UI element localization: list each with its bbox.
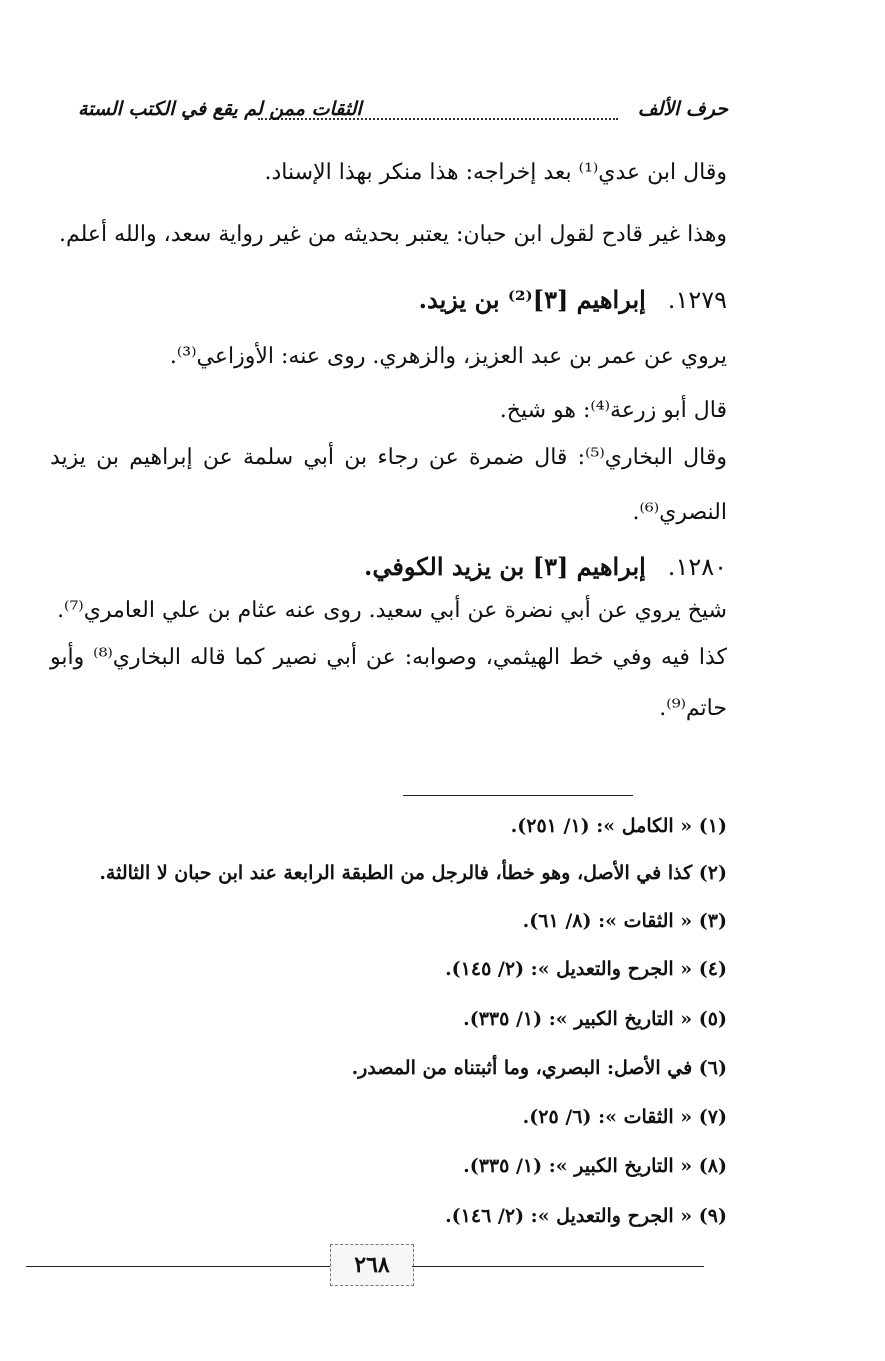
header-chapter-title: حرف الألف <box>637 98 728 120</box>
footer-rule-right <box>412 1266 704 1267</box>
entry-1280-number: ١٢٨٠. <box>667 553 727 581</box>
footnote-6: (٦) في الأصل: البصري، وما أثبتناه من المصدر. <box>351 1057 727 1079</box>
footnote-2: (٢) كذا في الأصل، وهو خطأ، فالرجل من الطبقة الرابعة عند ابن حبان لا الثالثة. <box>99 862 727 884</box>
entry-1280-line-3: حاتم⁽⁹⁾. <box>659 696 727 721</box>
entry-1279-line-2: قال أبو زرعة⁽⁴⁾: هو شيخ. <box>499 398 727 423</box>
page-number: ٢٦٨ <box>330 1244 414 1286</box>
entry-1279-line-4: النصري⁽⁶⁾. <box>632 500 727 525</box>
footnote-8: (٨) « التاريخ الكبير »: (١/ ٣٣٥). <box>463 1155 727 1177</box>
body-line-1: وقال ابن عدي⁽¹⁾ بعد إخراجه: هذا منكر بهذا الإسناد. <box>264 160 727 185</box>
footer-rule-left <box>26 1266 330 1267</box>
footnote-7: (٧) « الثقات »: (٦/ ٢٥). <box>522 1106 727 1128</box>
entry-1279-number: ١٢٧٩. <box>667 286 727 314</box>
entry-1280-line-1: شيخ يروي عن أبي نضرة عن أبي سعيد. روى عنه عثام بن علي العامري⁽⁷⁾. <box>57 598 727 623</box>
footnote-5: (٥) « التاريخ الكبير »: (١/ ٣٣٥). <box>463 1008 727 1030</box>
entry-1279-line-1: يروي عن عمر بن عبد العزيز، والزهري. روى عنه: الأوزاعي⁽³⁾. <box>169 344 727 369</box>
entry-1280-line-2: كذا فيه وفي خط الهيثمي، وصوابه: عن أبي نصير كما قاله البخاري⁽⁸⁾ وأبو <box>50 645 727 670</box>
footnote-1: (١) « الكامل »: (١/ ٢٥١). <box>510 815 727 837</box>
entry-1279-heading <box>419 285 727 314</box>
entry-1280-title: إبراهيم [٣] بن يزيد الكوفي. <box>364 552 646 581</box>
entry-1279-title: إبراهيم [٣]⁽²⁾ بن يزيد. <box>418 285 646 314</box>
footnote-4: (٤) « الجرح والتعديل »: (٢/ ١٤٥). <box>445 958 727 980</box>
body-line-2: وهذا غير قادح لقول ابن حبان: يعتبر بحديثه من غير رواية سعد، والله أعلم. <box>58 222 727 247</box>
footnote-9: (٩) « الجرح والتعديل »: (٢/ ١٤٦). <box>445 1205 727 1227</box>
entry-1280-heading <box>364 552 727 581</box>
header-book-title: الثقات ممن لم يقع في الكتب الستة <box>78 98 362 120</box>
running-header <box>78 98 728 134</box>
entry-1279-line-3: وقال البخاري⁽⁵⁾: قال ضمرة عن رجاء بن أبي سلمة عن إبراهيم بن يزيد <box>50 445 727 470</box>
footnote-3: (٣) « الثقات »: (٨/ ٦١). <box>522 910 727 932</box>
footnote-divider <box>403 795 633 796</box>
